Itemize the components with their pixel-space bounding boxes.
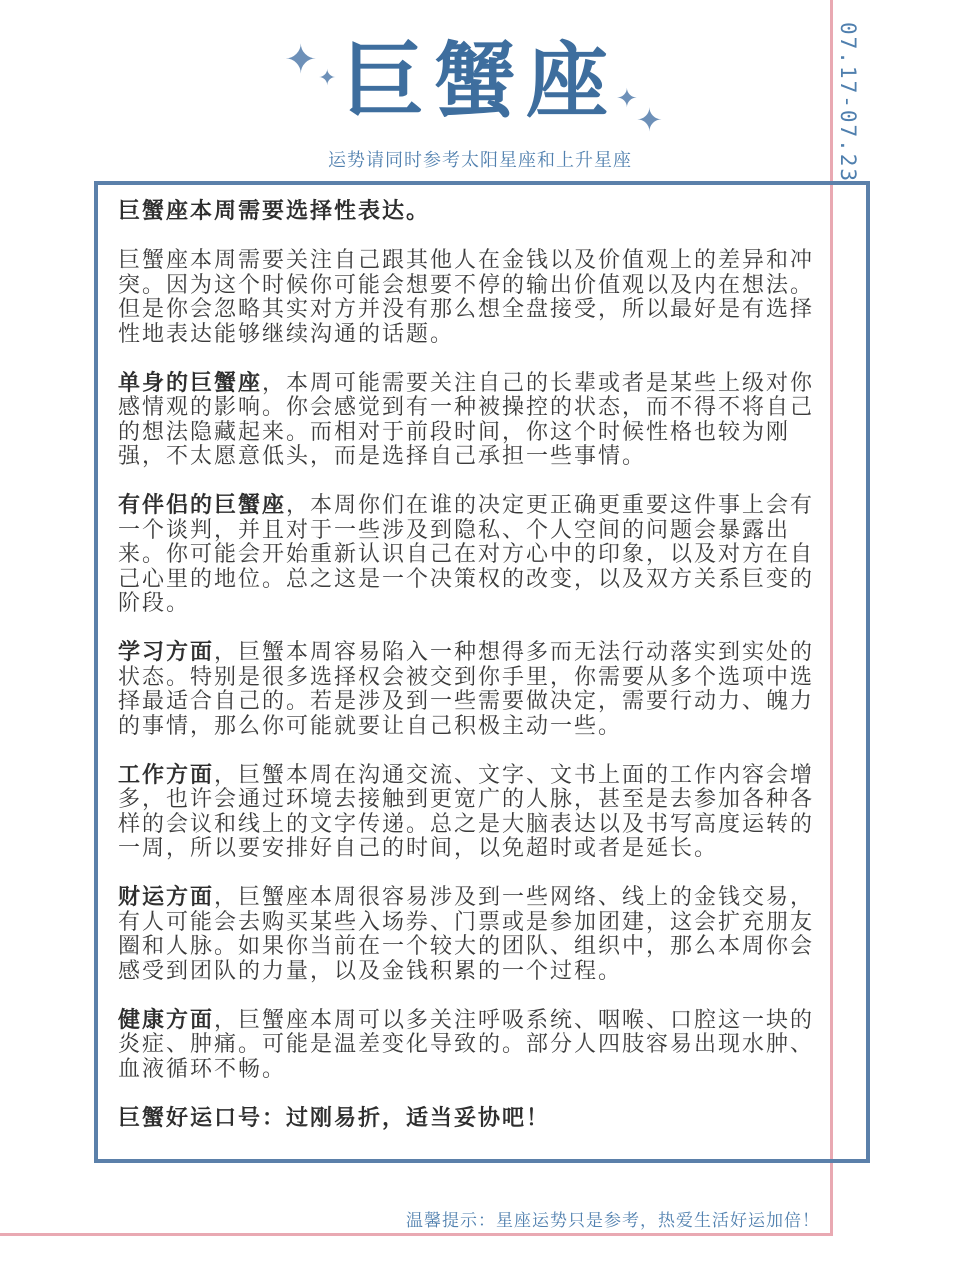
section-text: ，巨蟹本周在沟通交流、文字、文书上面的工作内容会增多，也许会通过环境去接触到更宽广的人脉，甚至是去参加各种各样的会议和线上的文字传递。总之是大脑表达以及书写高度运转的一周，所以要安排好自己的时间，以免超时或者是延长。 — [118, 762, 815, 861]
section-text: ，本周你们在谁的决定更正确更重要这件事上会有一个谈判，并且对于一些涉及到隐私、个人空间的问题会暴露出来。你可能会开始重新认识自己在对方心中的印象，以及对方在自己心里的地位。总之这是一个决策权的改变，以及双方关系巨变的阶段。 — [118, 493, 815, 616]
section-wealth — [118, 886, 818, 984]
section-label: 单身的巨蟹座 — [118, 370, 263, 396]
section-label: 财运方面 — [118, 885, 215, 910]
section-label: 有伴侣的巨蟹座 — [118, 493, 287, 518]
horoscope-content — [118, 200, 818, 1156]
section-partnered — [118, 494, 818, 617]
section-text: ，巨蟹座本周可以多关注呼吸系统、咽喉、口腔这一块的炎症、肿痛。可能是温差变化导致的。部分人四肢容易出现水肿、血液循环不畅。 — [118, 1007, 815, 1082]
sparkle-icon: ✦ — [636, 101, 663, 139]
slogan: 巨蟹好运口号：过刚易折，适当妥协吧！ — [118, 1105, 551, 1131]
sparkle-icon: ✦ — [318, 66, 337, 91]
section-work — [118, 764, 818, 862]
section-text: ，本周可能需要关注自己的长辈或者是某些上级对你感情观的影响。你会感觉到有一种被操控的状态，而不得不将自己的想法隐藏起来。而相对于前段时间，你这个时候性格也较为刚强，不太愿意低头，而是选择自己承担一些事情。 — [118, 370, 815, 469]
section-text: ，巨蟹本周容易陷入一种想得多而无法行动落实到实处的状态。特别是很多选择权会被交到你手里，你需要从多个选项中选择最适合自己的。若是涉及到一些需要做决定，需要行动力、魄力的事情，那么你可能就要让自己积极主动一些。 — [118, 640, 815, 739]
section-study — [118, 641, 818, 739]
pink-horizontal-line — [0, 1233, 833, 1236]
page-title: 巨蟹座 — [341, 34, 618, 129]
subtitle: 运势请同时参考太阳星座和上升星座 — [328, 150, 632, 171]
section-label: 健康方面 — [118, 1007, 215, 1033]
sparkle-icon: ✦ — [284, 37, 318, 83]
date-range: 07.17-07.23 — [836, 22, 860, 184]
section-single — [118, 372, 818, 470]
section-health — [118, 1009, 818, 1083]
sparkle-icon: ✦ — [616, 84, 638, 114]
section-label: 工作方面 — [118, 762, 215, 788]
intro-paragraph: 巨蟹座本周需要关注自己跟其他人在金钱以及价值观上的差异和冲突。因为这个时候你可能会想要不停的输出价值观以及内在想法。但是你会忽略其实对方并没有那么想全盘接受，所以最好是有选择性地表达能够继续沟通的话题。 — [118, 248, 815, 347]
footer-tip: 温馨提示：星座运势只是参考，热爱生活好运加倍！ — [406, 1211, 820, 1231]
headline: 巨蟹座本周需要选择性表达。 — [118, 199, 431, 224]
section-text: ，巨蟹座本周很容易涉及到一些网络、线上的金钱交易，有人可能会去购买某些入场券、门票或是参加团建，这会扩充朋友圈和人脉。如果你当前在一个较大的团队、组织中，那么本周你会感受到团队的力量，以及金钱积累的一个过程。 — [118, 885, 815, 984]
section-label: 学习方面 — [118, 640, 215, 665]
